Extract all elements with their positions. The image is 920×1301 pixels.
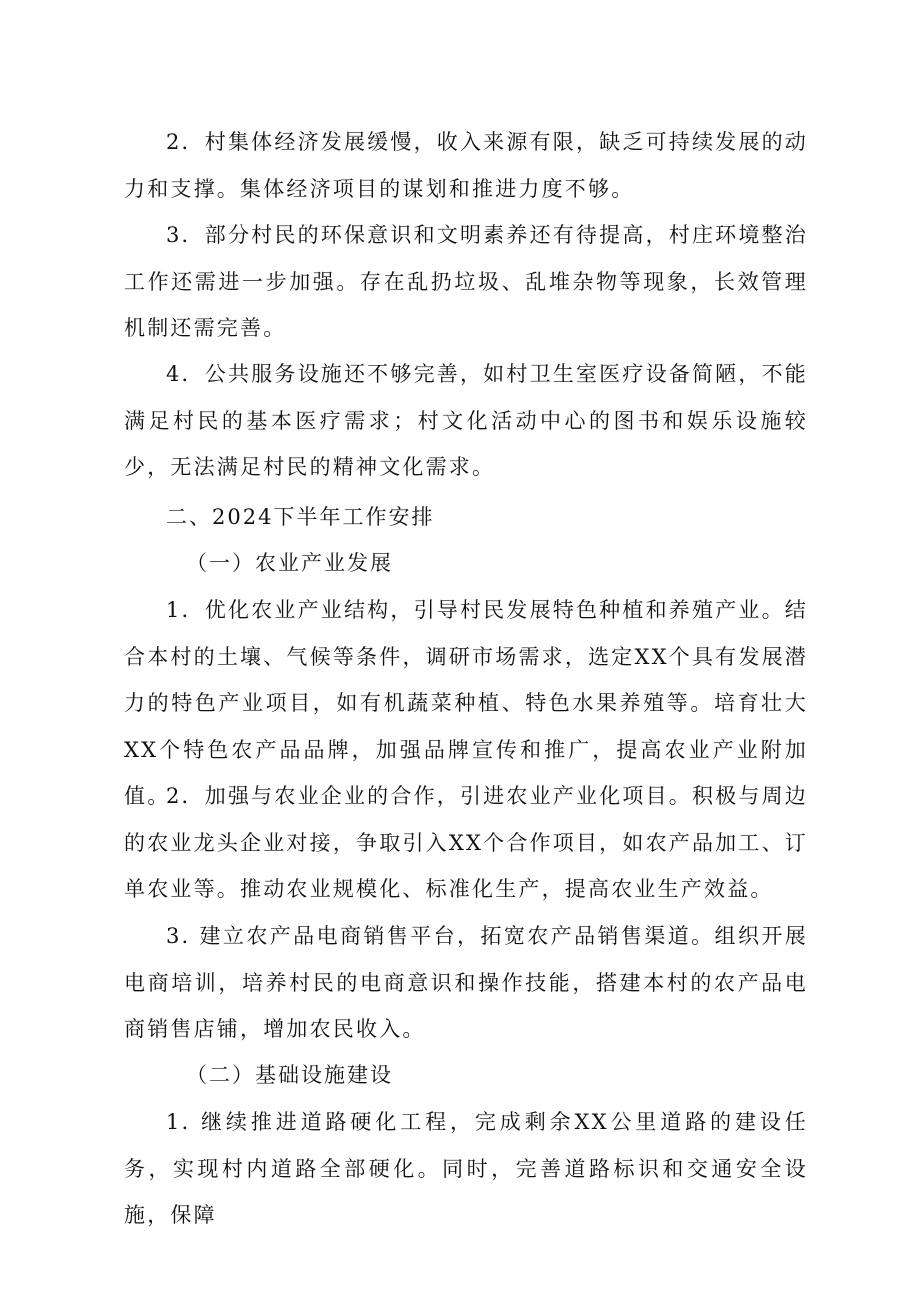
subsection-heading-agriculture: （一）农业产业发展 [186, 551, 393, 575]
paragraph-item-3: 3．部分村民的环保意识和文明素养还有待提高，村庄环境整治工作还需进一步加强。存在乱扔垃圾、乱堆杂物等现象，长效管理机制还需完善。 [124, 223, 808, 340]
paragraph-agriculture-3: 3. 建立农产品电商销售平台，拓宽农产品销售渠道。组织开展电商培训，培养村民的电商意识和操作技能，搭建本村的农产品电商销售店铺，增加农民收入。 [124, 924, 808, 1041]
section-heading-work-plan: 二、2024下半年工作安排 [166, 505, 435, 529]
subsection-heading-infrastructure: （二）基础设施建设 [186, 1063, 393, 1087]
paragraph-agriculture-1: 1．优化农业产业结构，引导村民发展特色种植和养殖产业。结合本村的土壤、气候等条件，调研市场需求，选定XX个具有发展潜力的特色产业项目，如有机蔬菜种植、特色水果养殖等。培育壮大XX个特色农产品品牌，加强品牌宣传和推广，提高农业产业附加值。 [124, 598, 808, 808]
paragraph-item-4: 4．公共服务设施还不够完善，如村卫生室医疗设备简陋，不能满足村民的基本医疗需求；村文化活动中心的图书和娱乐设施较少，无法满足村民的精神文化需求。 [124, 362, 808, 479]
paragraph-infrastructure-1: 1. 继续推进道路硬化工程，完成剩余XX公里道路的建设任务，实现村内道路全部硬化。同时，完善道路标识和交通安全设施，保障 [124, 1110, 808, 1227]
paragraph-item-2: 2．村集体经济发展缓慢，收入来源有限，缺乏可持续发展的动力和支撑。集体经济项目的谋划和推进力度不够。 [124, 130, 808, 201]
paragraph-agriculture-2: 2．加强与农业企业的合作，引进农业产业化项目。积极与周边的农业龙头企业对接，争取引入XX个合作项目，如农产品加工、订单农业等。推动农业规模化、标准化生产，提高农业生产效益。 [124, 784, 808, 901]
